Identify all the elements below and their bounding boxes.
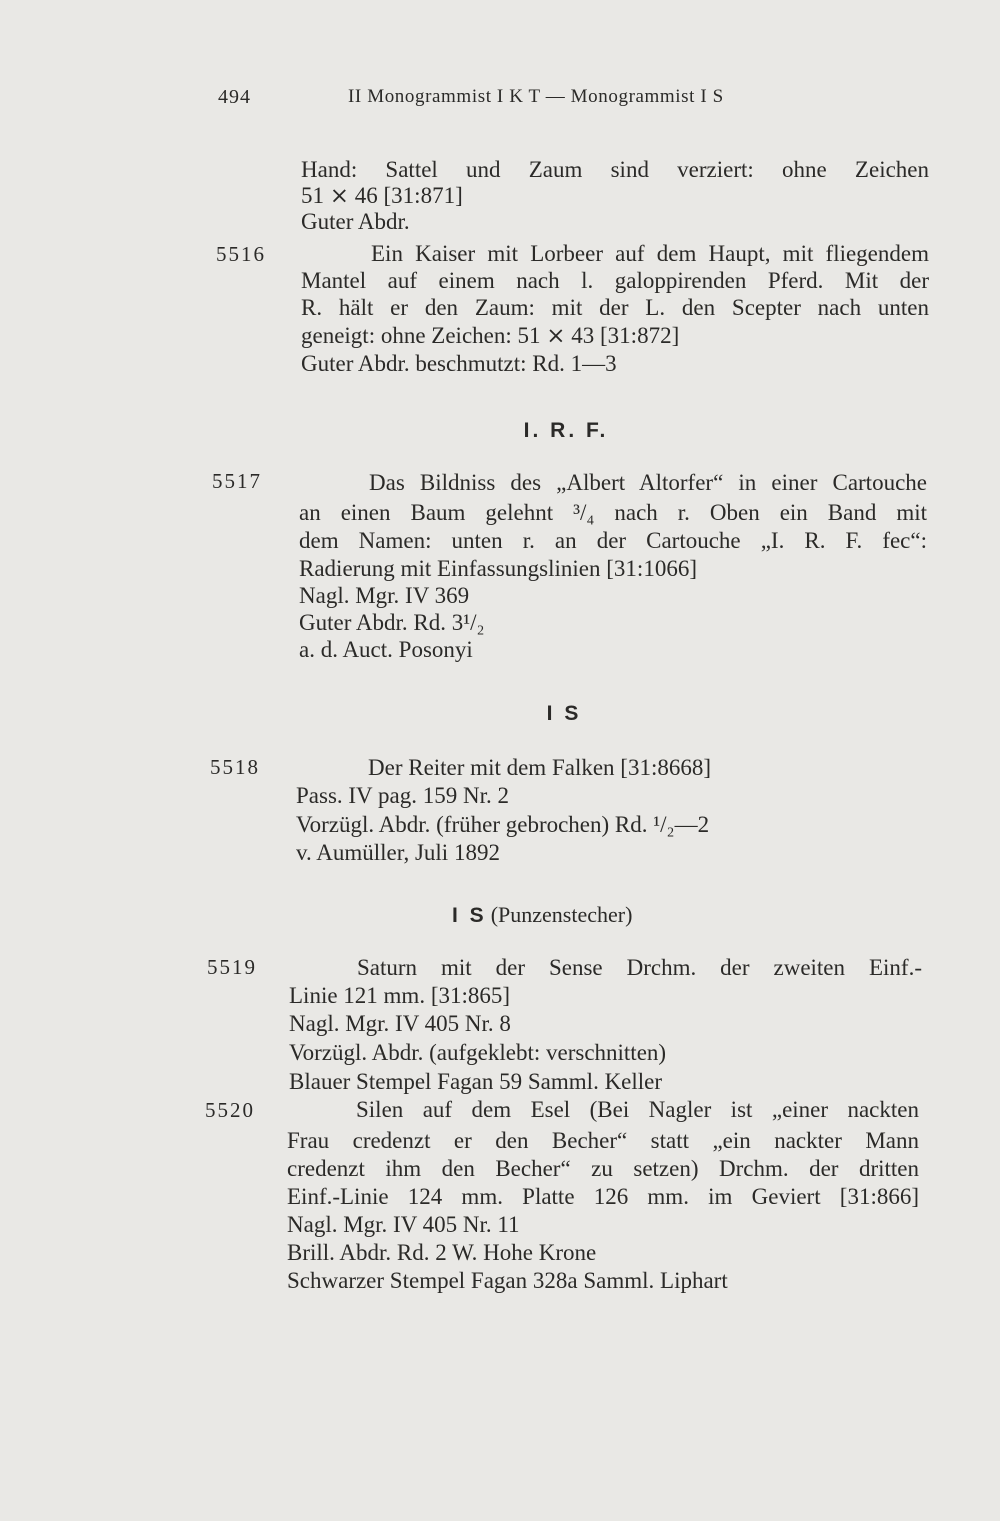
entry-number: 5519 bbox=[207, 955, 257, 979]
section-heading: I S bbox=[546, 702, 582, 725]
entry-number: 5518 bbox=[210, 755, 260, 779]
entry-text-line: Guter Abdr. Rd. 3¹/₂ bbox=[299, 610, 485, 635]
entry-text-line: Vorzügl. Abdr. (aufgeklebt: verschnitten) bbox=[289, 1040, 667, 1065]
entry-text-line: credenzt ihm den Becher“ zu setzen) Drchm. der dritten bbox=[287, 1156, 919, 1181]
entry-number: 5520 bbox=[205, 1098, 255, 1122]
entry-text-line: Ein Kaiser mit Lorbeer auf dem Haupt, mit fliegendem bbox=[371, 241, 929, 266]
section-heading: I. R. F. bbox=[523, 419, 609, 442]
continuation-line: 51 ⨯ 46 [31:871] bbox=[301, 183, 463, 208]
section-heading-mark: I S bbox=[452, 904, 487, 927]
entry-text-line: an einen Baum gelehnt ³/₄ nach r. Oben ein Band mit bbox=[299, 500, 927, 525]
entry-text-line: geneigt: ohne Zeichen: 51 ⨯ 43 [31:872] bbox=[301, 323, 680, 348]
entry-text-line: Pass. IV pag. 159 Nr. 2 bbox=[296, 783, 509, 808]
entry-text-line: Schwarzer Stempel Fagan 328a Samml. Liphart bbox=[287, 1268, 728, 1293]
entry-number: 5517 bbox=[212, 469, 262, 493]
entry-text-line: Saturn mit der Sense Drchm. der zweiten Einf.- bbox=[357, 955, 922, 980]
entry-text-line: dem Namen: unten r. an der Cartouche „I. R. F. fec“: bbox=[299, 528, 927, 553]
entry-text-line: Guter Abdr. beschmutzt: Rd. 1—3 bbox=[301, 351, 617, 376]
entry-text-line: R. hält er den Zaum: mit der L. den Scepter nach unten bbox=[301, 295, 929, 320]
page-number: 494 bbox=[218, 86, 251, 108]
entry-text-line: Einf.-Linie 124 mm. Platte 126 mm. im Geviert [31:866] bbox=[287, 1184, 919, 1209]
entry-text-line: Nagl. Mgr. IV 405 Nr. 11 bbox=[287, 1212, 520, 1237]
page-header bbox=[0, 86, 1000, 116]
entry-text-line: Nagl. Mgr. IV 369 bbox=[299, 583, 470, 608]
entry-text-line: Brill. Abdr. Rd. 2 W. Hohe Krone bbox=[287, 1240, 597, 1265]
entry-text-line: Mantel auf einem nach l. galoppirenden Pferd. Mit der bbox=[301, 268, 929, 293]
running-head: II Monogrammist I K T — Monogrammist I S bbox=[348, 86, 724, 107]
entry-text-line: Silen auf dem Esel (Bei Nagler ist „einer nackten bbox=[356, 1097, 919, 1122]
continuation-line: Hand: Sattel und Zaum sind verziert: ohne Zeichen bbox=[301, 157, 929, 182]
section-heading-note: (Punzenstecher) bbox=[490, 902, 633, 927]
entry-text-line: Nagl. Mgr. IV 405 Nr. 8 bbox=[289, 1011, 511, 1036]
entry-number: 5516 bbox=[216, 242, 266, 266]
entry-text-line: Radierung mit Einfassungslinien [31:1066] bbox=[299, 556, 697, 581]
section-heading bbox=[452, 902, 632, 928]
entry-text-line: a. d. Auct. Posonyi bbox=[299, 637, 473, 662]
entry-text-line: Vorzügl. Abdr. (früher gebrochen) Rd. ¹/₂—2 bbox=[296, 812, 710, 837]
entry-text-line: Das Bildniss des „Albert Altorfer“ in einer Cartouche bbox=[369, 470, 927, 495]
entry-text-line: Linie 121 mm. [31:865] bbox=[289, 983, 511, 1008]
entry-text-line: v. Aumüller, Juli 1892 bbox=[296, 840, 500, 865]
entry-text-line: Der Reiter mit dem Falken [31:8668] bbox=[368, 755, 712, 780]
entry-text-line: Frau credenzt er den Becher“ statt „ein nackter Mann bbox=[287, 1128, 919, 1153]
continuation-line: Guter Abdr. bbox=[301, 209, 410, 234]
entry-text-line: Blauer Stempel Fagan 59 Samml. Keller bbox=[289, 1069, 663, 1094]
